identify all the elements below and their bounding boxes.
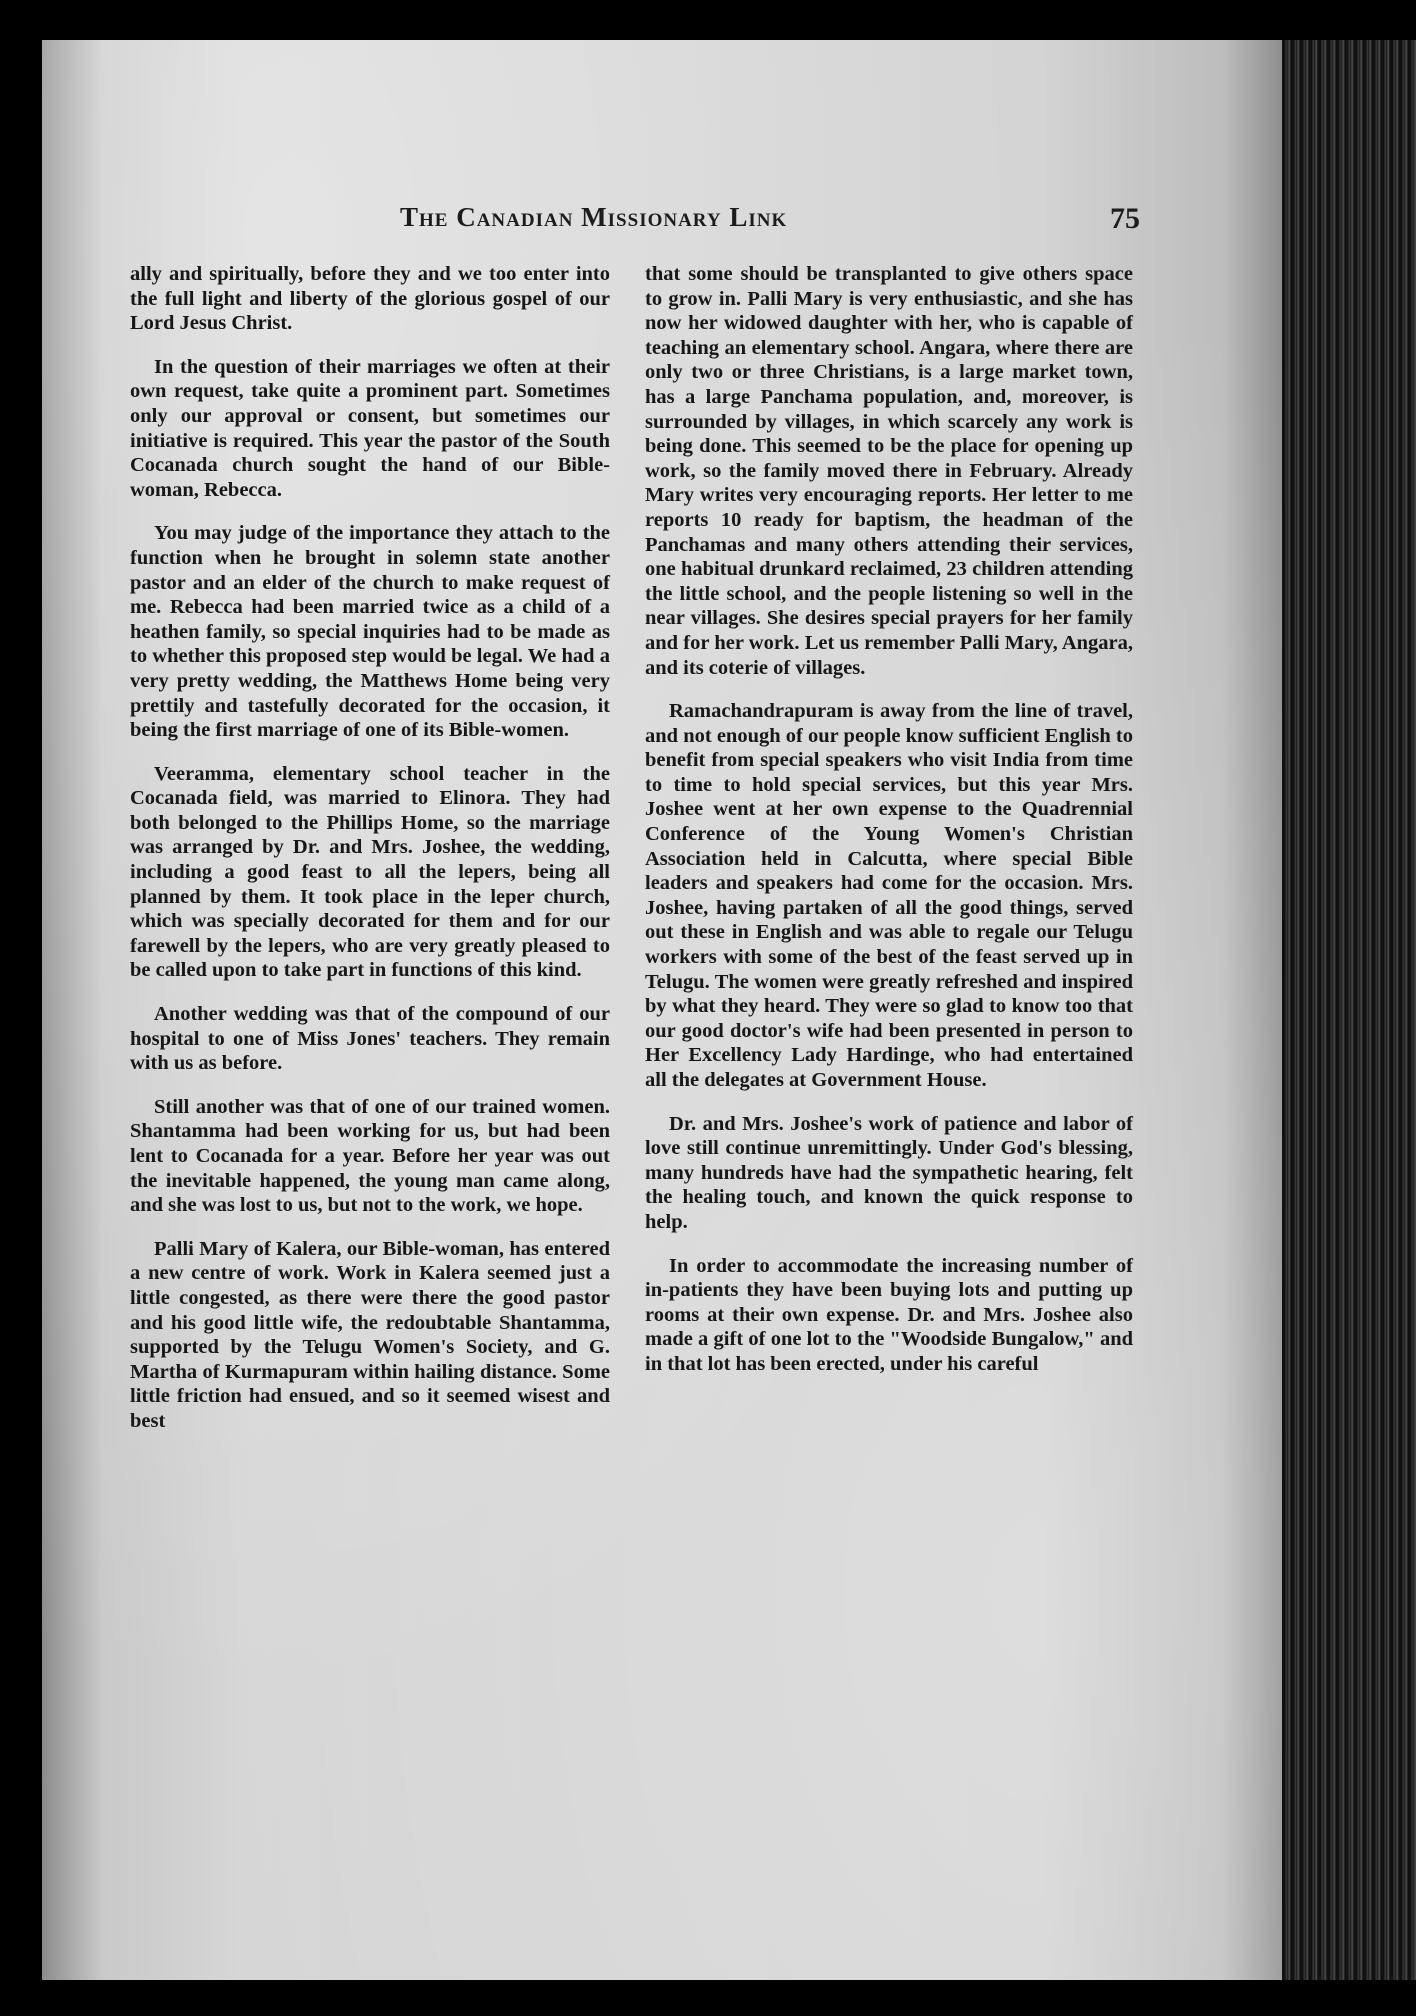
page-header [130,202,1140,242]
paragraph: Ramachandrapuram is away from the line of travel, and not enough of our people know sufficient English to benefit from special speakers who visit India from time to time to hold special services, but this year Mrs. Joshee went at her own expense to the Quadrennial Conference of the Young Women's Christian Association held in Calcutta, where special Bible leaders and speakers had come for the occasion. Mrs. Joshee, having partaken of all the good things, served out these in English and was able to regale our Telugu workers with some of the best of the feast served up in Telugu. The women were greatly refreshed and inspired by what they heard. They were so glad to know too that our good doctor's wife had been presented in person to Her Excellency Lady Hardinge, who had entertained all the delegates at Government House. [645,700,1133,1091]
paragraph: Another wedding was that of the compound of our hospital to one of Miss Jones' teachers. They remain with us as before. [130,1003,610,1075]
paragraph: Still another was that of one of our trained women. Shantamma had been working for us, but had been lent to Cocanada for a year. Before her year was out the inevitable happened, the young man came along, and she was lost to us, but not to the work, we hope. [130,1095,610,1217]
paragraph: that some should be transplanted to give others space to grow in. Palli Mary is very enthusiastic, and she has now her widowed daughter with her, who is capable of teaching an elementary school. Angara, where there are only two or three Christians, is a large market town, has a large Panchama population, and, moreover, is surrounded by villages, in which scarcely any work is being done. This seemed to be the place for opening up work, so the family moved there in February. Already Mary writes very encouraging reports. Her letter to me reports 10 ready for baptism, the headman of the Panchamas and many others attending their services, one habitual drunkard reclaimed, 23 children attending the little school, and the people listening so well in the near villages. She desires special prayers for her family and for her work. Let us remember Palli Mary, Angara, and its coterie of villages. [645,263,1133,679]
page-edges-decoration [1282,40,1416,1980]
paragraph: ally and spiritually, before they and we too enter into the full light and liberty of the glorious gospel of our Lord Jesus Christ. [130,263,610,335]
paragraph: Veeramma, elementary school teacher in the Cocanada field, was married to Elinora. They had both belonged to the Phillips Home, so the marriage was arranged by Dr. and Mrs. Joshee, the wedding, including a good feast to all the lepers, being all planned by them. It took place in the leper church, which was specially decorated for them and for our farewell by the lepers, who are very greatly pleased to be called upon to take part in functions of this kind. [130,762,610,982]
paragraph: You may judge of the importance they attach to the function when he brought in solemn state another pastor and an elder of the church to make request of me. Rebecca had been married twice as a child of a heathen family, so special inquiries had to be made as to whether this proposed step would be legal. We had a very pretty wedding, the Matthews Home being very prettily and tastefully decorated for the occasion, it being the first marriage of one of its Bible-women. [130,522,610,742]
running-head: The Canadian Missionary Link [400,202,788,232]
paragraph: Dr. and Mrs. Joshee's work of patience and labor of love still continue unremittingly. Under God's blessing, many hundreds have had the sympathetic hearing, felt the healing touch, and known the quick response to help. [645,1112,1133,1233]
left-column [130,262,610,1453]
paragraph: In the question of their marriages we often at their own request, take quite a prominent part. Sometimes only our approval or consent, but sometimes our initiative is required. This year the pastor of the South Cocanada church sought the hand of our Bible-woman, Rebecca. [130,355,610,501]
right-column [645,262,1133,1396]
paragraph: Palli Mary of Kalera, our Bible-woman, has entered a new centre of work. Work in Kalera seemed just a little congested, as there were there the good pastor and his good little wife, the redoubtable Shantamma, supported by the Telugu Women's Society, and G. Martha of Kurmapuram within hailing distance. Some little friction had ensued, and so it seemed wisest and best [130,1237,610,1432]
paragraph: In order to accommodate the increasing number of in-patients they have been buying lots and putting up rooms at their own expense. Dr. and Mrs. Joshee also made a gift of one lot to the "Woodside Bungalow," and in that lot has been erected, under his careful [645,1254,1133,1375]
page-number: 75 [1110,202,1140,235]
